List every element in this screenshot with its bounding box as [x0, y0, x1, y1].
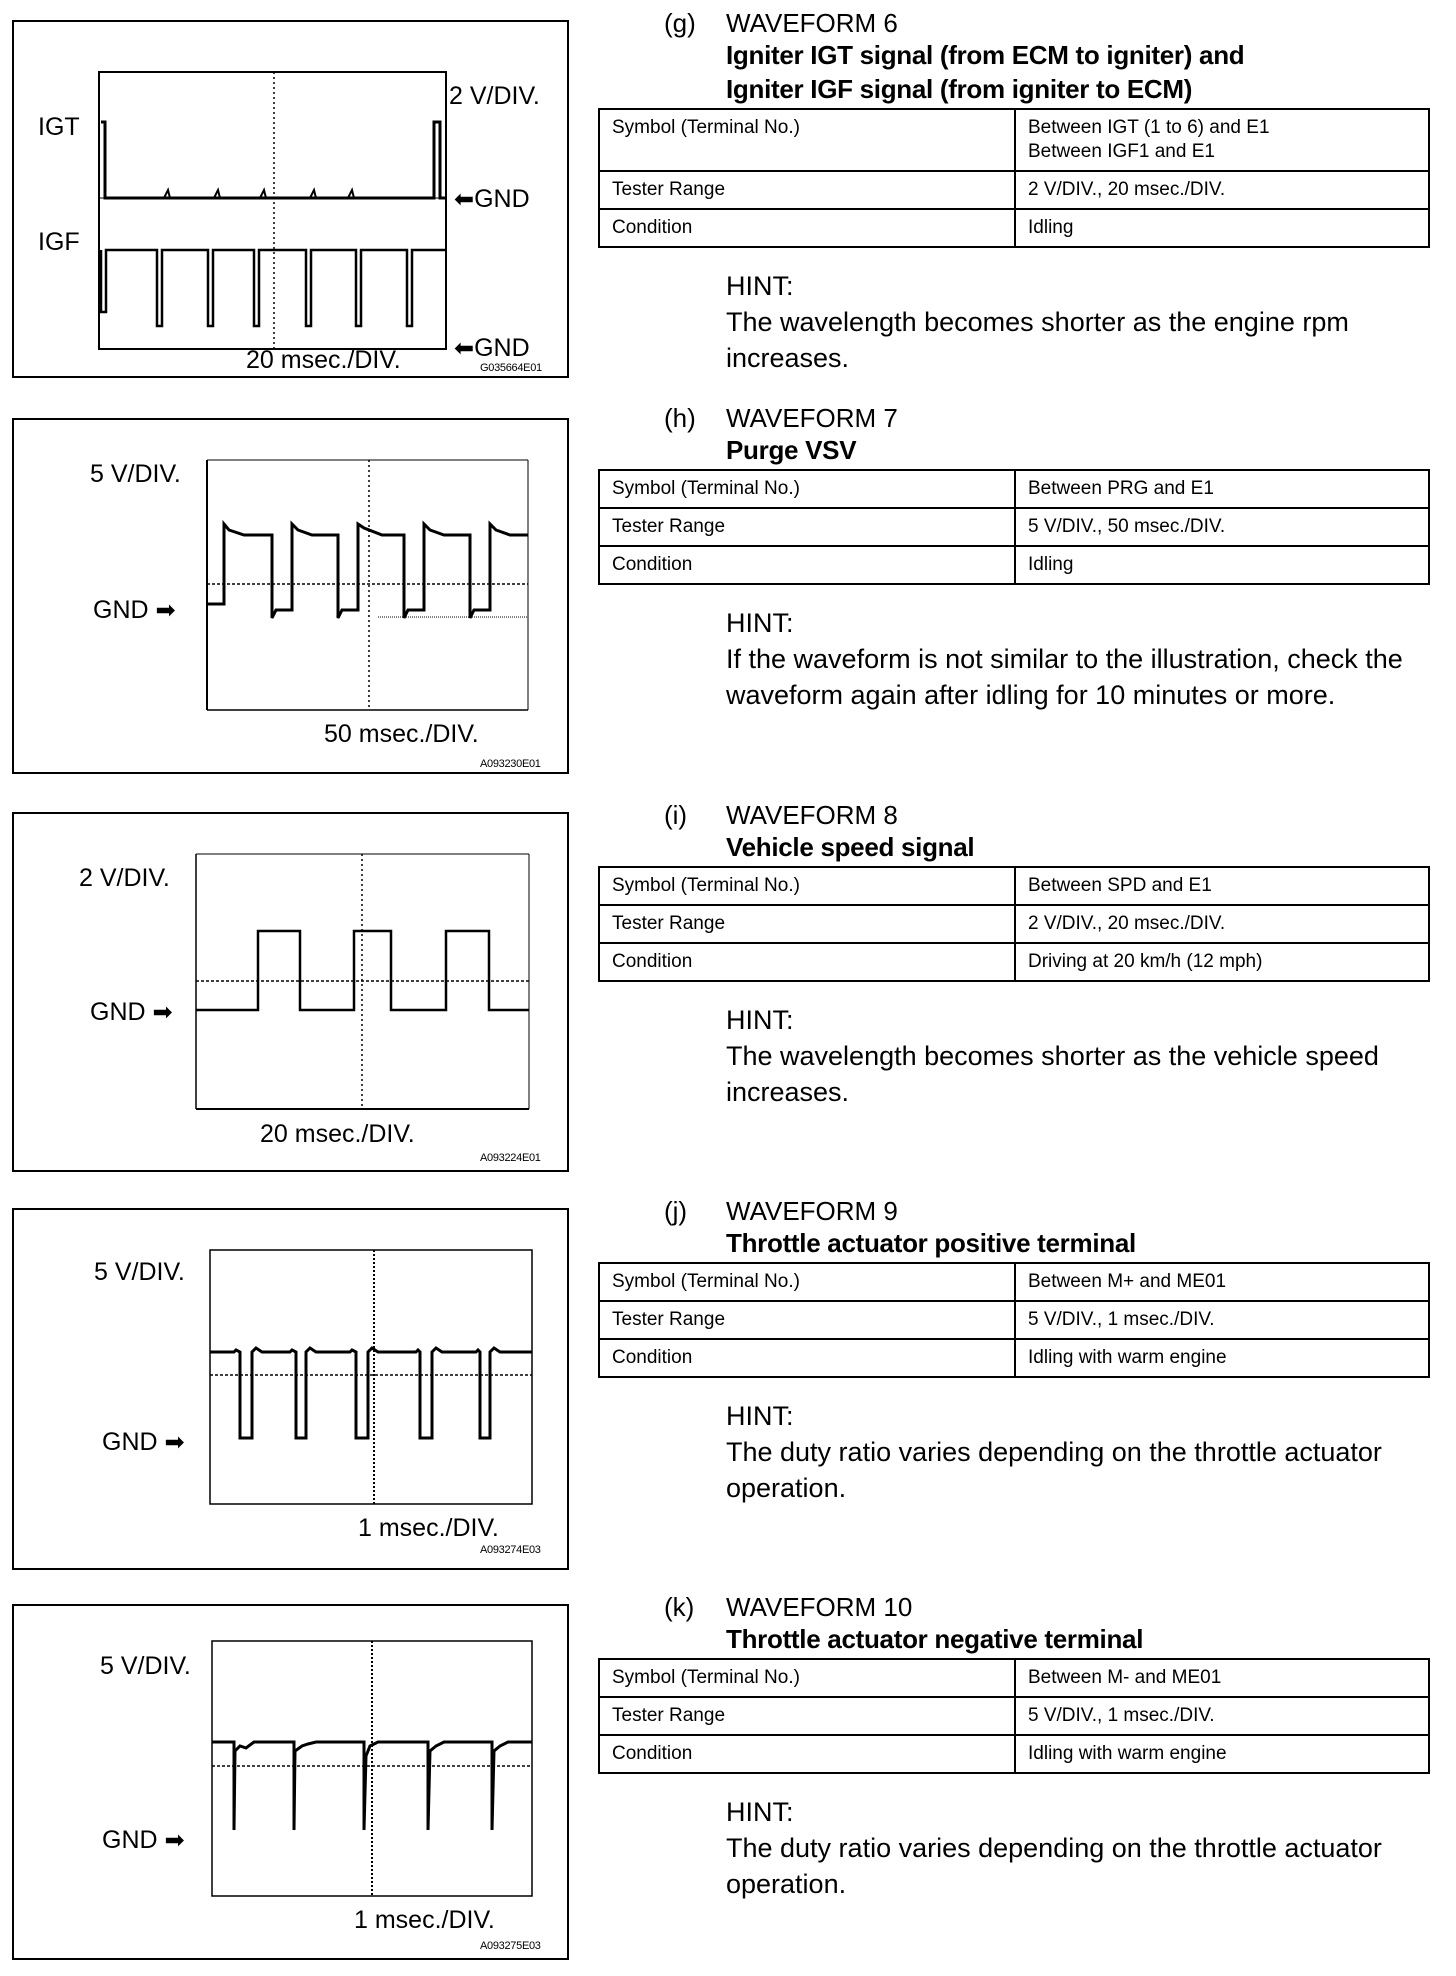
voltage-scale-label: 2 V/DIV.: [79, 864, 170, 892]
voltage-scale-label: 5 V/DIV.: [94, 1258, 185, 1286]
section-title: WAVEFORM 8: [726, 800, 898, 830]
arrow-left-icon: ⬅: [454, 335, 475, 362]
section-subtitle: Throttle actuator positive terminal: [726, 1228, 1136, 1258]
section-letter: (i): [664, 800, 688, 830]
hint: [726, 1794, 1430, 1902]
row-value: Idling with warm engine: [1015, 1735, 1429, 1773]
row-value: Idling: [1015, 546, 1429, 584]
table-row: [599, 470, 1429, 508]
row-label: Symbol (Terminal No.): [599, 470, 1015, 508]
section-subtitle: Igniter IGT signal (from ECM to igniter) and: [726, 40, 1245, 70]
row-value: Driving at 20 km/h (12 mph): [1015, 943, 1429, 981]
table-row: [599, 867, 1429, 905]
row-value: Between IGT (1 to 6) and E1 Between IGF1 and E1: [1015, 109, 1429, 171]
section-subtitle: Vehicle speed signal: [726, 832, 975, 862]
row-label: Tester Range: [599, 508, 1015, 546]
hint: [726, 1398, 1430, 1506]
spec-table: [598, 469, 1430, 585]
table-row: [599, 171, 1429, 209]
row-label: Condition: [599, 1339, 1015, 1377]
hint-text: The wavelength becomes shorter as the engine rpm increases.: [726, 307, 1349, 373]
row-value: 2 V/DIV., 20 msec./DIV.: [1015, 171, 1429, 209]
table-row: [599, 1735, 1429, 1773]
row-value: Between SPD and E1: [1015, 867, 1429, 905]
section-waveform-9: [598, 1196, 1430, 1506]
hint-label: HINT:: [726, 271, 794, 301]
voltage-scale-label: 5 V/DIV.: [90, 460, 181, 488]
arrow-right-icon: ➡: [164, 1827, 185, 1854]
spec-table: [598, 1658, 1430, 1774]
channel-label-igt: IGT: [38, 113, 80, 141]
hint-label: HINT:: [726, 608, 794, 638]
section-title: WAVEFORM 6: [726, 8, 898, 38]
row-value: Between M- and ME01: [1015, 1659, 1429, 1697]
row-label: Condition: [599, 209, 1015, 247]
row-value: 5 V/DIV., 50 msec./DIV.: [1015, 508, 1429, 546]
gnd-label: GND ➡: [102, 1428, 185, 1456]
table-row: [599, 1263, 1429, 1301]
figure-id: A093224E01: [480, 1152, 541, 1164]
section-letter: (k): [664, 1592, 695, 1622]
arrow-right-icon: ➡: [152, 999, 173, 1026]
gnd-label: GND ➡: [90, 998, 173, 1026]
arrow-right-icon: ➡: [155, 597, 176, 624]
section-waveform-8: [598, 800, 1430, 1110]
row-label: Symbol (Terminal No.): [599, 1659, 1015, 1697]
row-label: Symbol (Terminal No.): [599, 1263, 1015, 1301]
hint-text: The duty ratio varies depending on the throttle actuator operation.: [726, 1833, 1382, 1899]
voltage-scale-label: 5 V/DIV.: [100, 1652, 191, 1680]
spec-table: [598, 866, 1430, 982]
time-scale-label: 1 msec./DIV.: [354, 1906, 495, 1934]
table-row: [599, 1697, 1429, 1735]
gnd-label: GND ➡: [102, 1826, 185, 1854]
figure-id: G035664E01: [480, 362, 542, 374]
table-row: [599, 1659, 1429, 1697]
row-value: 5 V/DIV., 1 msec./DIV.: [1015, 1697, 1429, 1735]
table-row: [599, 209, 1429, 247]
time-scale-label: 1 msec./DIV.: [358, 1514, 499, 1542]
section-title: WAVEFORM 10: [726, 1592, 913, 1622]
gnd-label: GND ➡: [93, 596, 176, 624]
table-row: [599, 546, 1429, 584]
row-label: Symbol (Terminal No.): [599, 109, 1015, 171]
section-subtitle: Igniter IGF signal (from igniter to ECM): [726, 74, 1193, 104]
row-value: 2 V/DIV., 20 msec./DIV.: [1015, 905, 1429, 943]
voltage-scale-label: 2 V/DIV.: [449, 82, 540, 110]
waveform-8-figure: [12, 812, 569, 1172]
hint-text: The duty ratio varies depending on the throttle actuator operation.: [726, 1437, 1382, 1503]
row-label: Condition: [599, 1735, 1015, 1773]
section-waveform-6: [598, 8, 1430, 376]
figure-id: A093230E01: [480, 758, 541, 770]
table-row: [599, 1301, 1429, 1339]
spec-table: [598, 108, 1430, 248]
channel-label-igf: IGF: [38, 228, 80, 256]
time-scale-label: 50 msec./DIV.: [324, 720, 479, 748]
hint: [726, 605, 1430, 713]
section-letter: (h): [664, 403, 696, 433]
hint-text: The wavelength becomes shorter as the vehicle speed increases.: [726, 1041, 1379, 1107]
gnd-label-igf: ⬅GND: [454, 334, 530, 362]
gnd-label-igt: ⬅GND: [454, 185, 530, 213]
arrow-right-icon: ➡: [164, 1429, 185, 1456]
row-label: Condition: [599, 546, 1015, 584]
waveform-6-figure: [12, 20, 569, 378]
section-subtitle: Throttle actuator negative terminal: [726, 1624, 1144, 1654]
hint-label: HINT:: [726, 1401, 794, 1431]
figure-id: A093275E03: [480, 1940, 541, 1952]
row-value: Idling: [1015, 209, 1429, 247]
spec-table: [598, 1262, 1430, 1378]
waveform-10-figure: [12, 1604, 569, 1960]
time-scale-label: 20 msec./DIV.: [260, 1120, 415, 1148]
hint-label: HINT:: [726, 1797, 794, 1827]
table-row: [599, 905, 1429, 943]
section-subtitle: Purge VSV: [726, 435, 857, 465]
waveform-9-figure: [12, 1208, 569, 1570]
table-row: [599, 508, 1429, 546]
arrow-left-icon: ⬅: [454, 186, 475, 213]
row-label: Symbol (Terminal No.): [599, 867, 1015, 905]
hint: [726, 1002, 1430, 1110]
hint-text: If the waveform is not similar to the illustration, check the waveform again after idling for 10 minutes or more.: [726, 644, 1403, 710]
time-scale-label: 20 msec./DIV.: [246, 346, 401, 374]
row-label: Tester Range: [599, 1301, 1015, 1339]
row-label: Condition: [599, 943, 1015, 981]
table-row: [599, 1339, 1429, 1377]
row-label: Tester Range: [599, 905, 1015, 943]
row-value: Between M+ and ME01: [1015, 1263, 1429, 1301]
section-letter: (g): [664, 8, 696, 38]
row-value: Between PRG and E1: [1015, 470, 1429, 508]
row-label: Tester Range: [599, 171, 1015, 209]
hint-label: HINT:: [726, 1005, 794, 1035]
row-value: 5 V/DIV., 1 msec./DIV.: [1015, 1301, 1429, 1339]
section-title: WAVEFORM 7: [726, 403, 898, 433]
figure-id: A093274E03: [480, 1544, 541, 1556]
section-waveform-10: [598, 1592, 1430, 1902]
row-label: Tester Range: [599, 1697, 1015, 1735]
hint: [726, 268, 1430, 376]
table-row: [599, 109, 1429, 171]
section-letter: (j): [664, 1196, 688, 1226]
section-title: WAVEFORM 9: [726, 1196, 898, 1226]
section-waveform-7: [598, 403, 1430, 713]
table-row: [599, 943, 1429, 981]
waveform-7-figure: [12, 418, 569, 774]
row-value: Idling with warm engine: [1015, 1339, 1429, 1377]
